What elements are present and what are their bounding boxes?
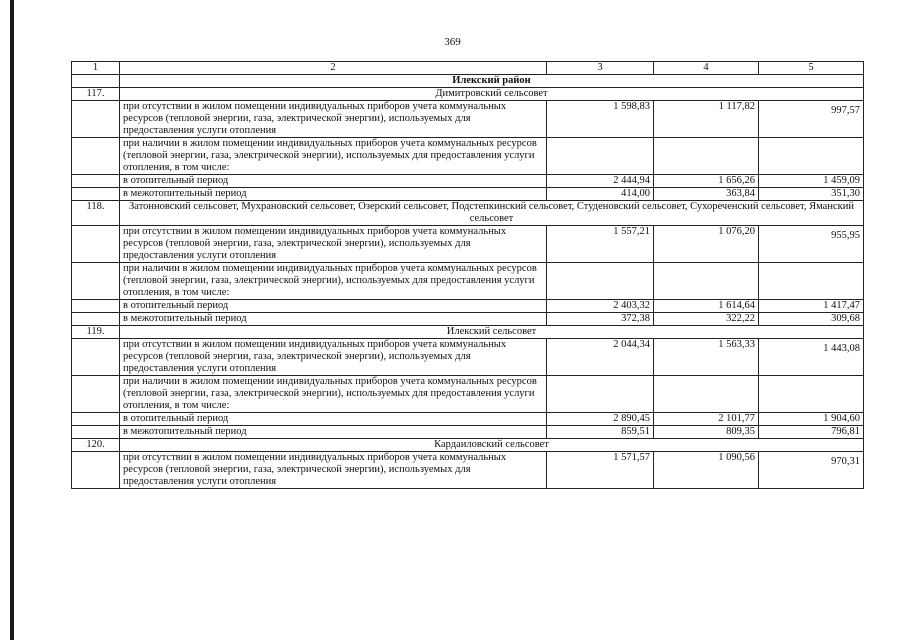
header-col-3: 3 [547,62,654,75]
row-label-absent: при отсутствии в жилом помещении индивидуальных приборов учета коммунальных ресурсов (тепловой энергии, газа, электрической энергии), используемых для предоставления услуги отопления [120,101,547,138]
row-label-absent: при отсутствии в жилом помещении индивидуальных приборов учета коммунальных ресурсов (тепловой энергии, газа, электрической энергии), используемых для предоставления услуги отопления [120,226,547,263]
value-col-3: 372,38 [547,313,654,326]
value-col-3: 859,51 [547,426,654,439]
row-label-absent: при отсутствии в жилом помещении индивидуальных приборов учета коммунальных ресурсов (тепловой энергии, газа, электрической энергии), используемых для предоставления услуги отопления [120,452,547,489]
value-col-5: 1 417,47 [759,300,864,313]
row-label-heating: в отопительный период [120,175,547,188]
table-row [72,313,864,326]
section-title: Илекский сельсовет [120,326,864,339]
region-title: Илекский район [120,75,864,88]
row-label-present: при наличии в жилом помещении индивидуальных приборов учета коммунальных ресурсов (тепловой энергии, газа, электрической энергии), используемых для предоставления услуги отопления, в том числе: [120,263,547,300]
value-col-3: 2 444,94 [547,175,654,188]
header-row [72,62,864,75]
table-row [72,138,864,175]
section-number: 118. [72,201,120,226]
value-col-5: 351,30 [759,188,864,201]
value-col-3: 2 403,32 [547,300,654,313]
value-col-4: 1 117,82 [654,101,759,138]
header-col-5: 5 [759,62,864,75]
table-row [72,263,864,300]
value-col-5: 1 904,60 [759,413,864,426]
region-row [72,75,864,88]
value-col-4: 1 614,64 [654,300,759,313]
value-col-5: 796,81 [759,426,864,439]
value-col-5: 955,95 [759,226,864,263]
section-row-118 [72,201,864,226]
value-col-5: 970,31 [759,452,864,489]
value-col-3: 1 557,21 [547,226,654,263]
section-number: 119. [72,326,120,339]
section-row-120 [72,439,864,452]
value-col-4: 809,35 [654,426,759,439]
value-col-4: 1 563,33 [654,339,759,376]
row-label-heating: в отопительный период [120,413,547,426]
section-number: 120. [72,439,120,452]
section-row-119 [72,326,864,339]
row-label-nonheating: в межотопительный период [120,188,547,201]
value-col-3: 1 598,83 [547,101,654,138]
table-row [72,188,864,201]
value-col-3: 2 890,45 [547,413,654,426]
value-col-3: 1 571,57 [547,452,654,489]
table-row [72,101,864,138]
scan-left-edge [10,0,14,640]
tariff-table [71,61,864,489]
table-row [72,426,864,439]
table-row [72,339,864,376]
table-row [72,175,864,188]
header-col-4: 4 [654,62,759,75]
header-col-2: 2 [120,62,547,75]
table-row [72,413,864,426]
row-label-nonheating: в межотопительный период [120,426,547,439]
value-col-4: 363,84 [654,188,759,201]
value-col-4: 1 090,56 [654,452,759,489]
value-col-5: 997,57 [759,101,864,138]
value-col-4: 2 101,77 [654,413,759,426]
value-col-5: 1 459,09 [759,175,864,188]
table-row [72,452,864,489]
section-title: Димитровский сельсовет [120,88,864,101]
header-col-1: 1 [72,62,120,75]
table-row [72,226,864,263]
value-col-4: 1 076,20 [654,226,759,263]
table-row [72,300,864,313]
value-col-3: 414,00 [547,188,654,201]
value-col-5: 1 443,08 [759,339,864,376]
section-number: 117. [72,88,120,101]
page-number: 369 [444,36,461,48]
value-col-3: 2 044,34 [547,339,654,376]
table-row [72,376,864,413]
section-row-117 [72,88,864,101]
row-label-absent: при отсутствии в жилом помещении индивидуальных приборов учета коммунальных ресурсов (тепловой энергии, газа, электрической энергии), используемых для предоставления услуги отопления [120,339,547,376]
value-col-4: 1 656,26 [654,175,759,188]
row-label-present: при наличии в жилом помещении индивидуальных приборов учета коммунальных ресурсов (тепловой энергии, газа, электрической энергии), используемых для предоставления услуги отопления, в том числе: [120,138,547,175]
row-label-present: при наличии в жилом помещении индивидуальных приборов учета коммунальных ресурсов (тепловой энергии, газа, электрической энергии), используемых для предоставления услуги отопления, в том числе: [120,376,547,413]
section-title: Кардаиловский сельсовет [120,439,864,452]
section-title: Затонновский сельсовет, Мухрановский сельсовет, Озерский сельсовет, Подстепкинский сельсовет, Студеновский сельсовет, Сухореченский сельсовет, Яманский сельсовет [120,201,864,226]
value-col-5: 309,68 [759,313,864,326]
row-label-nonheating: в межотопительный период [120,313,547,326]
row-label-heating: в отопительный период [120,300,547,313]
value-col-4: 322,22 [654,313,759,326]
